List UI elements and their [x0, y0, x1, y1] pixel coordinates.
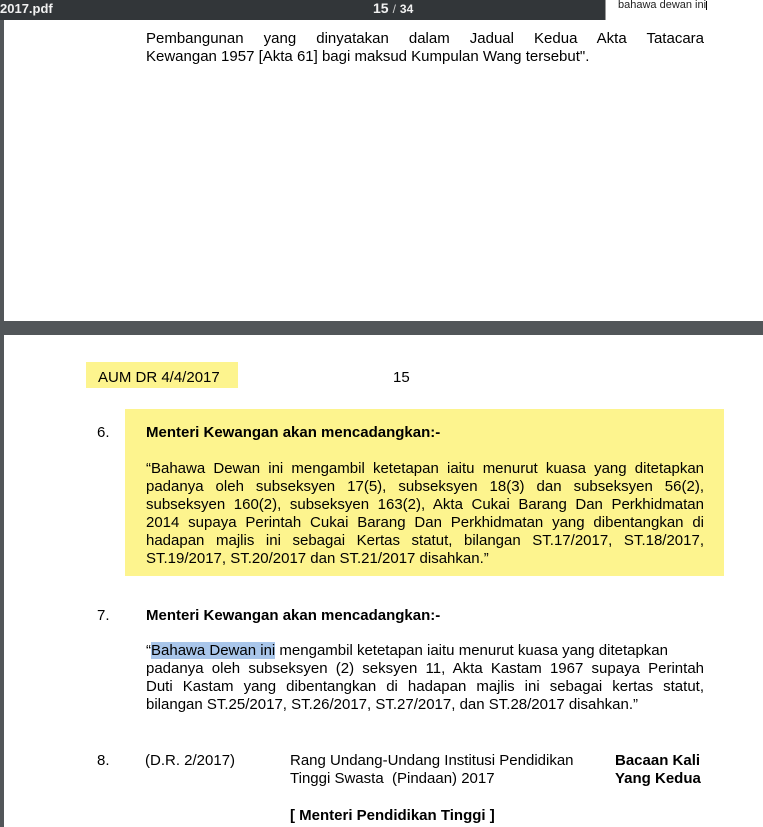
item7-heading: Menteri Kewangan akan mencadangkan:- — [146, 607, 441, 624]
header-ref: AUM DR 4/4/2017 — [98, 369, 220, 386]
item8-title-line-2: Tinggi Swasta (Pindaan) 2017 — [290, 770, 495, 787]
item8-title-line-1: Rang Undang-Undang Institusi Pendidikan — [290, 752, 574, 769]
item7-line-3: Duti Kastam yang dibentangkan di hadapan majlis ini sebagai kertas statut, — [146, 678, 704, 695]
item7-line-2: padanya oleh subseksyen (2) seksyen 11, Akta Kastam 1967 supaya Perintah — [146, 660, 704, 677]
item7-line-4: bilangan ST.25/2017, ST.26/2017, ST.27/2017, dan ST.28/2017 disahkan.” — [146, 696, 639, 713]
page-indicator[interactable] — [373, 0, 413, 16]
page14-line-1: Pembangunan yang dinyatakan dalam Jadual Kedua Akta Tatacara — [146, 30, 704, 47]
item6-line-6: ST.19/2017, ST.20/2017 dan ST.21/2017 disahkan.” — [146, 550, 489, 567]
item8-minister: [ Menteri Pendidikan Tinggi ] — [290, 807, 495, 824]
item6-line-3: subseksyen 160(2), subseksyen 163(2), Akta Cukai Barang Dan Perkhidmatan — [146, 496, 704, 513]
item6-heading: Menteri Kewangan akan mencadangkan:- — [146, 424, 441, 441]
pdf-page-15 — [4, 335, 763, 827]
current-page[interactable]: 15 — [373, 0, 389, 16]
search-match-highlight: Bahawa Dewan ini — [151, 642, 276, 659]
pdf-page-14 — [4, 20, 763, 321]
item6-line-4: 2014 supaya Perintah Cukai Barang Dan Perkhidmatan yang dibentangkan di — [146, 514, 704, 531]
item7-open-quote: “ — [146, 642, 151, 659]
text-caret — [706, 1, 707, 10]
item6-line-1: “Bahawa Dewan ini mengambil ketetapan iaitu menurut kuasa yang ditetapkan — [146, 460, 704, 477]
total-pages: 34 — [399, 2, 414, 16]
document-title: 2017.pdf — [0, 1, 53, 16]
item6-line-5: hadapan majlis ini sebagai Kertas statut, bilangan ST.17/2017, ST.18/2017, — [146, 532, 704, 549]
page-separator: / — [392, 2, 396, 16]
page-number: 15 — [393, 369, 410, 386]
item7-number: 7. — [97, 607, 110, 624]
item8-stage-line-2: Yang Kedua — [615, 770, 701, 787]
item6-number: 6. — [97, 424, 110, 441]
item7-line-1 — [146, 642, 704, 660]
page14-line-2: Kewangan 1957 [Akta 61] bagi maksud Kumpulan Wang tersebut". — [146, 48, 590, 65]
find-input-value: bahawa dewan ini — [618, 0, 707, 11]
item8-ref: (D.R. 2/2017) — [145, 752, 236, 769]
item8-number: 8. — [97, 752, 110, 769]
find-input[interactable] — [605, 0, 763, 22]
item6-line-2: padanya oleh subseksyen 17(5), subseksyen 18(3) dan subseksyen 56(2), — [146, 478, 704, 495]
item7-line-1-rest: mengambil ketetapan iaitu menurut kuasa yang ditetapkan — [275, 642, 668, 659]
item8-stage-line-1: Bacaan Kali — [615, 752, 701, 769]
